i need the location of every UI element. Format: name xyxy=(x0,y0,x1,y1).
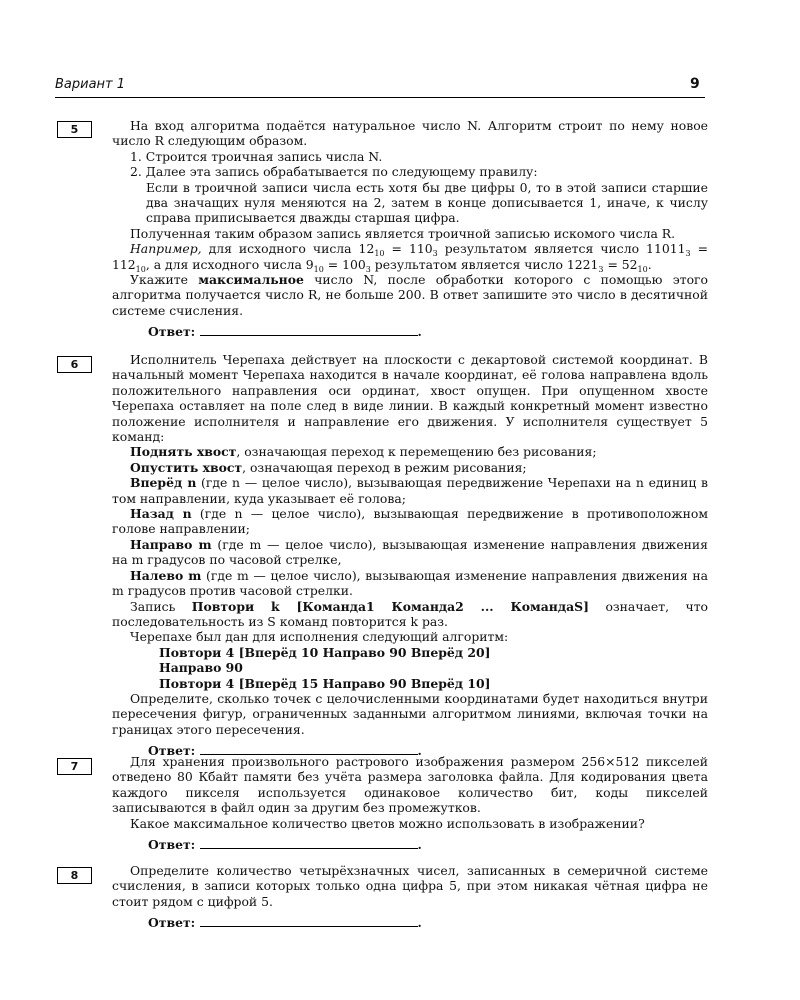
task-8-answer-line[interactable] xyxy=(200,915,418,927)
task-7-text: Для хранения произвольного растрового изображения размером 256×512 пикселей отведено 80 Кбайт памяти без учёта размера заголовка файла. Для кодирования цвета каждого пикселя используется одинаковое количество бит, коды пикселей записываются в файл один за другим без промежутков. xyxy=(112,754,708,816)
task-7-answer-line[interactable] xyxy=(200,837,418,849)
task-6-cmd-6: Налево m (где m — целое число), вызывающая изменение направления движения на m градусов против часовой стрелки. xyxy=(112,567,709,599)
task-6-cmd-1: Поднять хвост, означающая переход к перемещению без рисования; xyxy=(130,444,597,460)
task-5-answer: Ответ: . xyxy=(148,324,422,340)
task-6-cmd-3: Вперёд n (где n — целое число), вызывающая передвижение Черепахи на n единиц в том направлении, куда указывает её голова; xyxy=(112,475,708,506)
task-8-text: Определите количество четырёхзначных чисел, записанных в семеричной системе счисления, в записи которых только одна цифра 5, при этом никакая чётная цифра не стоит рядом с цифрой 5. xyxy=(112,863,708,909)
task-8-number: 8 xyxy=(57,867,92,884)
task-8 xyxy=(112,863,708,931)
task-6-cmd-2: Опустить хвост, означающая переход в режим рисования; xyxy=(130,459,527,475)
page-number: 9 xyxy=(690,76,700,92)
task-5-number: 5 xyxy=(57,121,92,138)
task-6-given: Черепахе был дан для исполнения следующий алгоритм: xyxy=(130,629,509,645)
task-7 xyxy=(112,754,708,852)
task-6-alg-line-3: Повтори 4 [Вперёд 15 Направо 90 Вперёд 10] xyxy=(159,675,491,691)
task-5-example: Например, для исходного числа $12_{10} = 110_3$ результатом является число $11011_3 = 112_{10}$, а для исходного числа $9_{10} = 100_3$ результатом является число $1221_3 = 52_{10}$. xyxy=(112,241,708,274)
running-header-variant: Вариант 1 xyxy=(55,77,126,92)
task-5-question: Укажите максимальное число N, после обработки которого с помощью этого алгоритма получается число R, не больше 200. В ответ запишите это число в десятичной системе счисления. xyxy=(112,272,708,318)
task-6 xyxy=(112,352,708,759)
task-6-question: Определите, сколько точек с целочисленными координатами будет находиться внутри пересечения фигур, ограниченных заданными алгоритмом линиями, включая точки на границах этого пересечения. xyxy=(112,690,708,737)
task-6-cmd-5: Направо m (где m — целое число), вызывающая изменение направления движения на m градусов по часовой стрелке, xyxy=(112,536,708,568)
task-6-intro: Исполнитель Черепаха действует на плоскости с декартовой системой координат. В начальный момент Черепаха находится в начале координат, её голова направлена вдоль положительного направления оси ординат, хвост опущен. При опущенном хвосте Черепаха оставляет на поле след в виде линии. В каждый конкретный момент известно положение исполнителя и направление его движения. У исполнителя существует 5 команд: xyxy=(112,352,708,445)
header-rule xyxy=(55,97,705,98)
task-6-number: 6 xyxy=(57,356,92,373)
task-6-alg-line-1: Повтори 4 [Вперёд 10 Направо 90 Вперёд 20] xyxy=(159,644,491,660)
task-6-cmd-4: Назад n (где n — целое число), вызывающая передвижение в противоположном голове направлении; xyxy=(112,506,708,537)
task-5-result: Полученная таким образом запись является троичной записью искомого числа R. xyxy=(130,225,676,241)
task-5 xyxy=(112,118,708,340)
task-5-intro: На вход алгоритма подаётся натуральное число N. Алгоритм строит по нему новое число R следующим образом. xyxy=(112,118,708,149)
task-8-answer: Ответ: . xyxy=(148,915,422,931)
task-5-step-2: 2. Далее эта запись обрабатывается по следующему правилу: xyxy=(130,164,538,180)
task-6-repeat-def: Запись Повтори k [Команда1 Команда2 ... КомандаS] означает, что последовательность из S команд повторится k раз. xyxy=(112,598,709,629)
task-5-rule: Если в троичной записи числа есть хотя бы две цифры 0, то в этой записи старшие два значащих нуля меняются на 2, затем в конце дописывается 1, иначе, к числу справа приписывается дважды старшая цифра. xyxy=(146,179,708,226)
task-5-answer-line[interactable] xyxy=(200,324,418,336)
task-6-answer: Ответ: . xyxy=(148,743,422,759)
task-7-question: Какое максимальное количество цветов можно использовать в изображении? xyxy=(130,815,645,831)
task-7-number: 7 xyxy=(57,758,92,775)
task-5-step-1: 1. Строится троичная запись числа N. xyxy=(130,148,383,164)
task-7-answer: Ответ: . xyxy=(148,837,422,853)
task-6-alg-line-2: Направо 90 xyxy=(159,660,243,676)
